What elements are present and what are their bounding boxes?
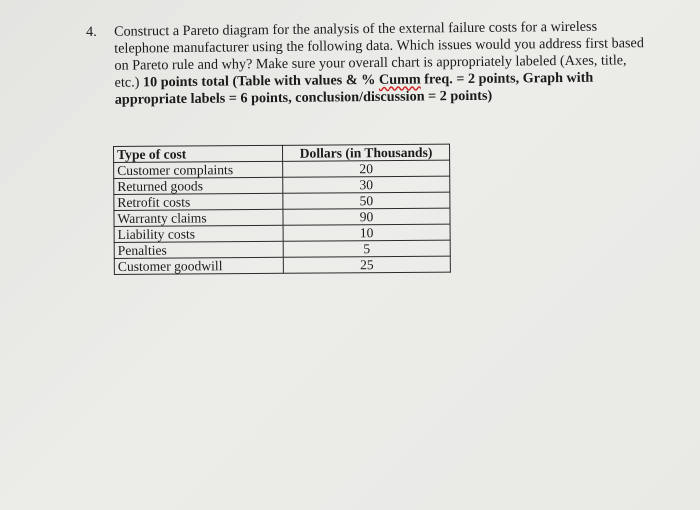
cost-type-cell: Warranty claims [114, 209, 283, 226]
cost-type-cell: Returned goods [114, 177, 283, 194]
cost-type-cell: Penalties [114, 241, 283, 258]
points-text-1: 10 points total (Table with values & % [142, 71, 380, 91]
cost-value-cell: 5 [283, 240, 450, 257]
header-dollars: Dollars (in Thousands) [282, 144, 449, 161]
question-text [114, 18, 647, 109]
cost-value-cell: 90 [283, 208, 450, 225]
points-text-2: freq. = 2 points, Graph with appropriate labels = 6 points, conclusion/discussion = 2 points) [114, 69, 594, 108]
question-block [86, 18, 647, 109]
question-number: 4. [86, 23, 97, 40]
cumm-word: Cumm [378, 71, 421, 88]
table-header-row [114, 144, 450, 162]
cost-type-cell: Retrofit costs [114, 193, 283, 210]
cost-value-cell: 30 [283, 176, 450, 193]
cost-value-cell: 25 [283, 256, 450, 273]
cost-type-cell: Customer complaints [114, 161, 283, 178]
cost-value-cell: 10 [283, 224, 450, 241]
header-type-of-cost: Type of cost [114, 145, 283, 162]
cost-table [113, 144, 451, 275]
cost-type-cell: Liability costs [114, 225, 283, 242]
table-row [114, 256, 450, 274]
cost-type-cell: Customer goodwill [114, 257, 283, 274]
question-instructions: Construct a Pareto diagram for the analysis of the external failure costs for a wireless telephone manufacturer using the following data. Which issues would you address first based on Pareto rule and why? Make sure your overall chart is appropriately labeled (Axes, title, etc.) [113, 18, 644, 91]
cost-value-cell: 20 [283, 160, 450, 177]
cost-value-cell: 50 [283, 192, 450, 209]
